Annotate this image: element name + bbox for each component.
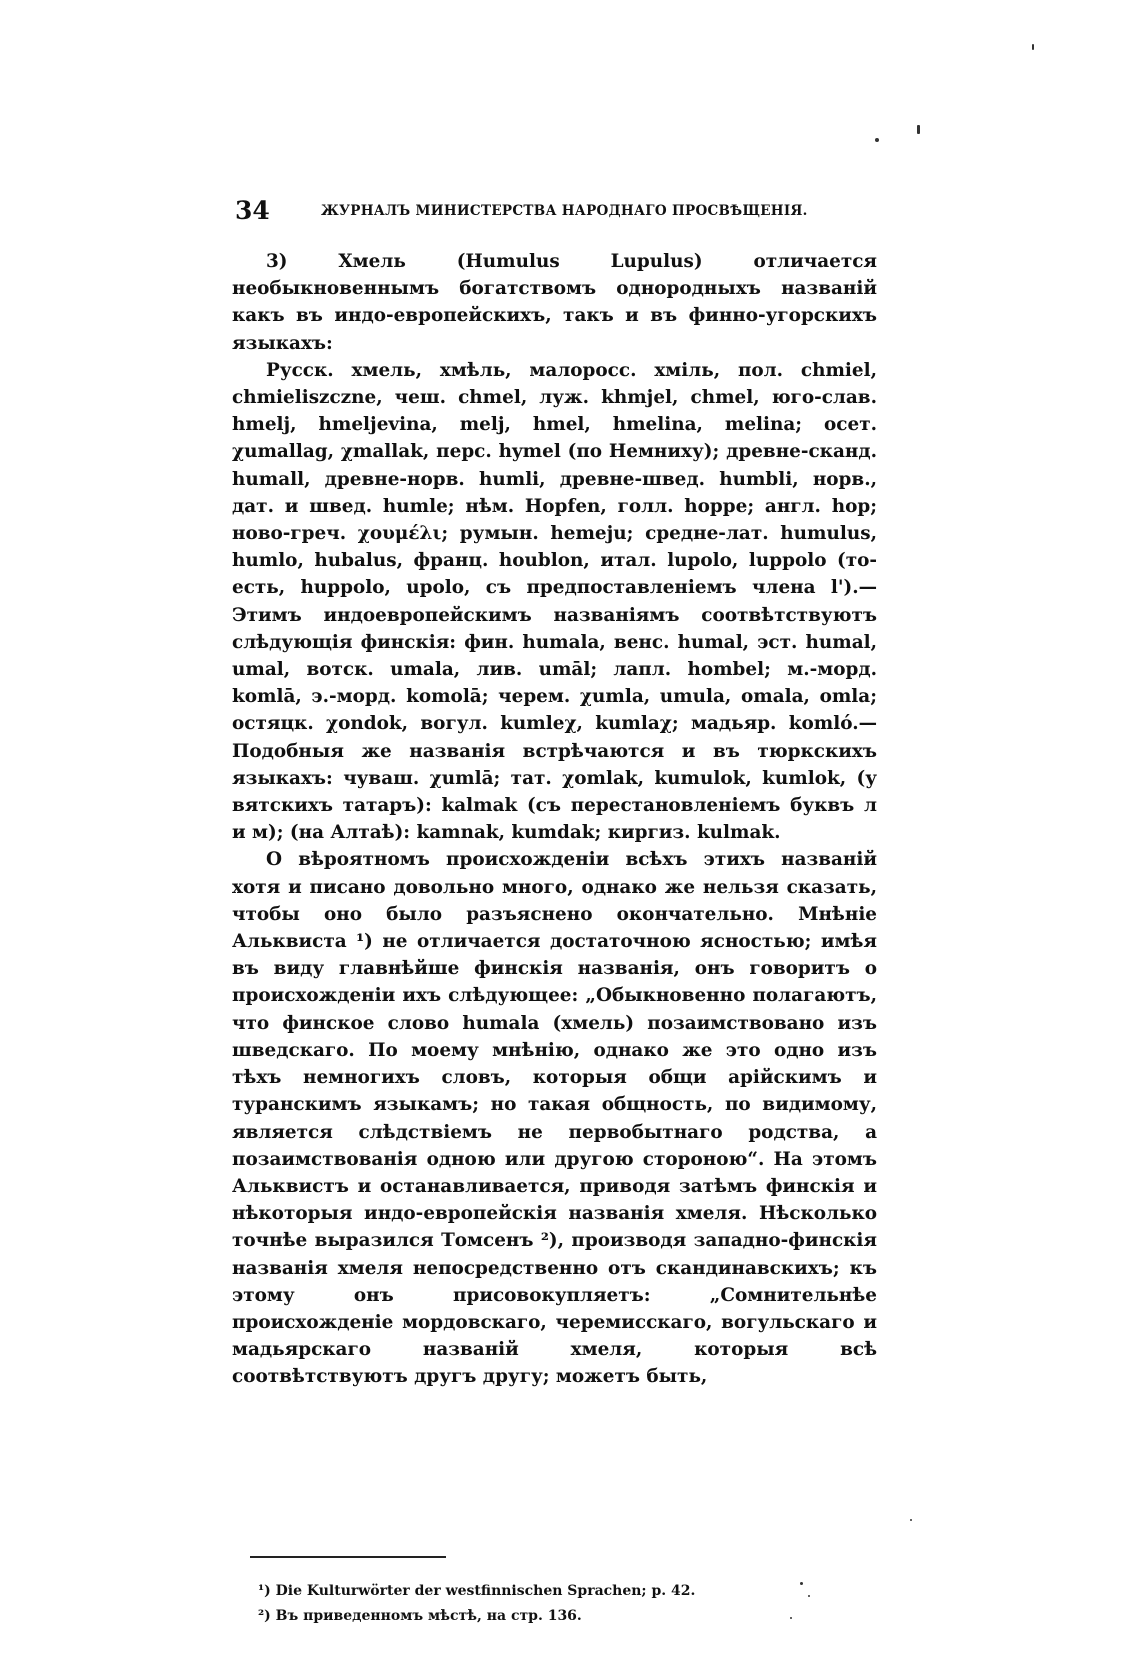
speck [1032,44,1034,50]
speck [875,138,879,142]
paragraph-intro: 3) Хмель (Humulus Lupulus) отличается необыкновеннымъ богатствомъ однородныхъ названій какъ въ индо-европейскихъ, такъ и въ финно-угорскихъ языкахъ: [232,251,877,354]
body-text [232,248,877,1391]
footnote-2: ²) Въ приведенномъ мѣстѣ, на стр. 136. [258,1608,582,1624]
page-header [235,196,875,230]
footnotes [258,1579,818,1629]
paragraph-word-list: Русск. хмель, хмѣль, малоросс. хміль, пол. chmiel, chmieliszczne, чеш. chmel, луж. khmjel, chmel, юго-слав. hmelj, hmeljevina, melj, hmel, hmelina, melina; осет. χumallag, χmallak, перс. hymel (по Немниху); древне-сканд. humall, древне-норв. humli, древне-швед. humbli, норв., дат. и швед. humle; нѣм. Hopfen, голл. hoppe; англ. hop; ново-греч. χουμέλι; румын. hemeju; средне-лат. humulus, humlo, hubalus, франц. houblon, итал. lupolo, luppolo (то-есть, huppolo, upolo, съ предпоставленіемъ члена l').—Этимъ индоевропейскимъ названіямъ соотвѣтствуютъ слѣдующія финскія: фин. humala, венс. humal, эст. humal, umal, вотск. umala, лив. umāl; лапл. hombel; м.-морд. komlā, э.-морд. komolā; черем. χumla, umula, omala, omla; остяцк. χondok, вогул. kumleχ, kumlaχ; мадьяр. komló.—Подобныя же названія встрѣчаются и въ тюркскихъ языкахъ: чуваш. χumlā; тат. χomlak, kumulok, kumlok, (у вятскихъ татаръ): kalmak (съ перестановленіемъ буквъ л и м); (на Алтаѣ): kamnak, kumdak; киргиз. kulmak. [232,359,877,844]
speck [917,125,920,134]
paragraph-origin: О вѣроятномъ происхожденіи всѣхъ этихъ названій хотя и писано довольно много, однако же нельзя сказать, чтобы оно было разъяснено окончательно. Мнѣніе Альквиста ¹) не отличается достаточною ясностью; имѣя въ виду главнѣйше финскія названія, онъ говоритъ о происхожденіи ихъ слѣдующее: „Обыкновенно полагаютъ, что финское слово humala (хмель) позаимствовано изъ шведскаго. По моему мнѣнію, однако же это одно изъ тѣхъ немногихъ словъ, которыя общи арійскимъ и туранскимъ языкамъ; но такая общность, по видимому, является слѣдствіемъ не первобытнаго родства, а позаимствованія одною или другою стороною“. На этомъ Альквистъ и останавливается, приводя затѣмъ финскія и нѣкоторыя индо-европейскія названія хмеля. Нѣсколько точнѣе выразился Томсенъ ²), производя западно-финскія названія хмеля непосредственно отъ скандинавскихъ; къ этому онъ присовокупляетъ: „Сомнительнѣе происхожденіе мордовскаго, черемисскаго, вогульскаго и мадьярскаго названій хмеля, которыя всѣ соотвѣтствуютъ другъ другу; можетъ быть, [232,849,877,1388]
page-number: 34 [235,196,270,225]
running-title: ЖУРНАЛЪ МИНИСТЕРСТВА НАРОДНАГО ПРОСВѢЩЕНІЯ. [321,203,808,219]
speck [910,1519,912,1521]
footnote-divider [250,1556,446,1558]
footnote-1: ¹) Die Kulturwörter der westfinnischen Sprachen; p. 42. [258,1583,696,1599]
